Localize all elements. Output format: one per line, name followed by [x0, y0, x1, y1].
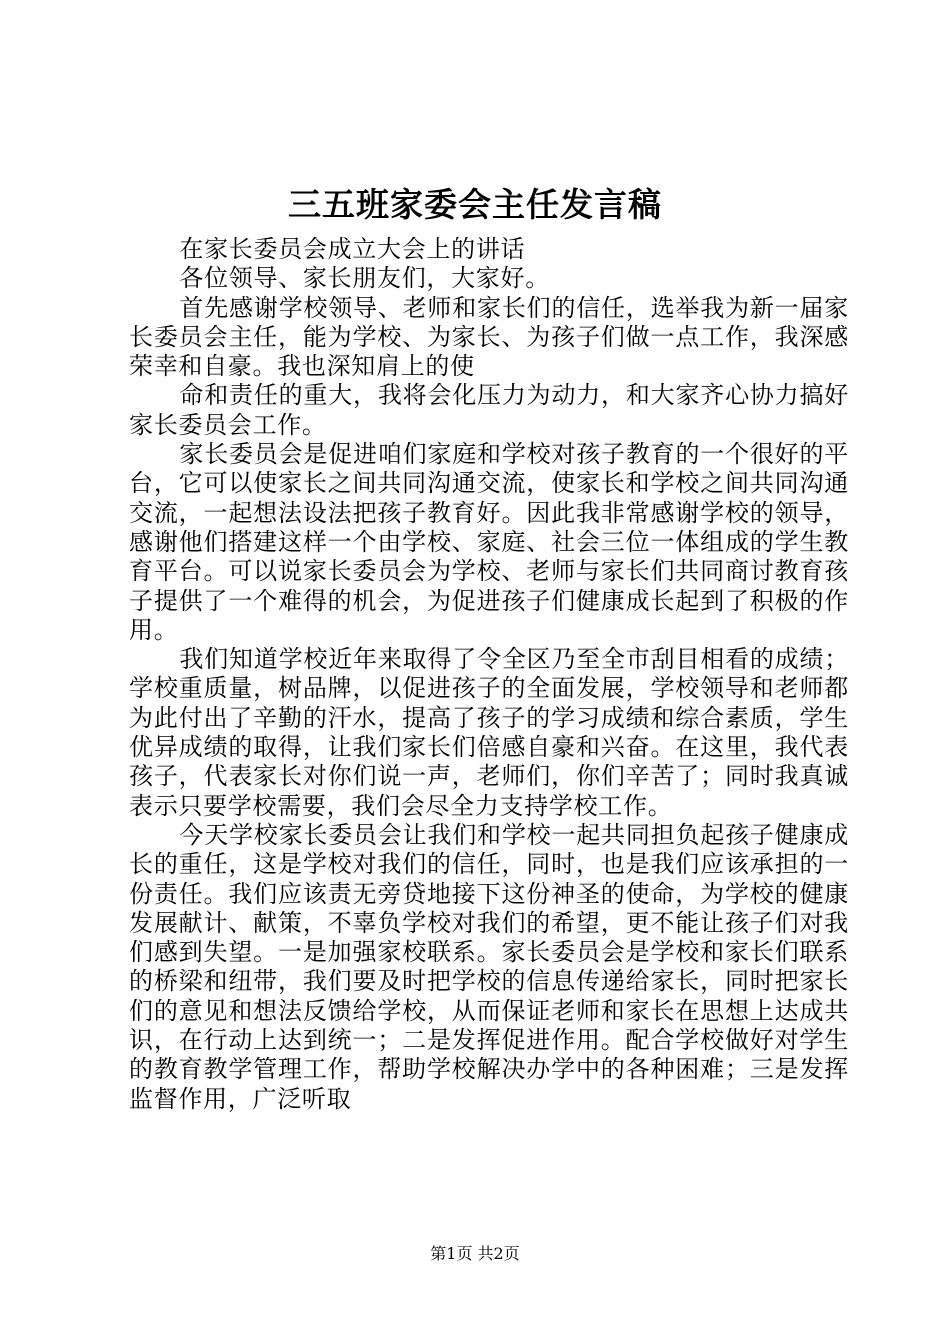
paragraph-platform: 家长委员会是促进咱们家庭和学校对孩子教育的一个很好的平台，它可以使家长之间共同沟通交流，使家长和学校之间共同沟通交流，一起想法设法把孩子教育好。因此我非常感谢学校的领导，感谢他们搭建这样一个由学校、家庭、社会三位一体组成的学生教育平台。可以说家长委员会为学校、老师与家长们共同商讨教育孩子提供了一个难得的机会，为促进孩子们健康成长起到了积极的作用。: [129, 440, 849, 644]
paragraph-subtitle: 在家长委员会成立大会上的讲话: [179, 235, 526, 263]
paragraph-responsibility: 命和责任的重大，我将会化压力为动力，和大家齐心协力搞好家长委员会工作。: [129, 381, 849, 439]
paragraph-achievements: 我们知道学校近年来取得了令全区乃至全市刮目相看的成绩；学校重质量，树品牌，以促进孩子的全面发展，学校领导和老师都为此付出了辛勤的汗水，提高了孩子的学习成绩和综合素质，学生优异成绩的取得，让我们家长们倍感自豪和兴奋。在这里，我代表孩子，代表家长对你们说一声，老师们，你们辛苦了；同时我真诚表示只要学校需要，我们会尽全力支持学校工作。: [129, 645, 849, 820]
document-title: 三五班家委会主任发言稿: [288, 185, 662, 224]
page-number-footer: 第1页 共2页: [430, 1244, 520, 1263]
paragraph-thanks: 首先感谢学校领导、老师和家长们的信任，选举我为新一届家长委员会主任，能为学校、为家长、为孩子们做一点工作，我深感荣幸和自豪。我也深知肩上的使: [129, 293, 849, 381]
paragraph-duties: 今天学校家长委员会让我们和学校一起共同担负起孩子健康成长的重任，这是学校对我们的信任，同时，也是我们应该承担的一份责任。我们应该责无旁贷地接下这份神圣的使命，为学校的健康发展献计、献策，不辜负学校对我们的希望，更不能让孩子们对我们感到失望。一是加强家校联系。家长委员会是学校和家长们联系的桥梁和纽带，我们要及时把学校的信息传递给家长，同时把家长们的意见和想法反馈给学校，从而保证老师和家长在思想上达成共识，在行动上达到统一；二是发挥促进作用。配合学校做好对学生的教育教学管理工作，帮助学校解决办学中的各种困难；三是发挥监督作用，广泛听取: [129, 820, 849, 1113]
document-body: [129, 235, 849, 1114]
paragraph-greeting: 各位领导、家长朋友们，大家好。: [179, 264, 550, 293]
